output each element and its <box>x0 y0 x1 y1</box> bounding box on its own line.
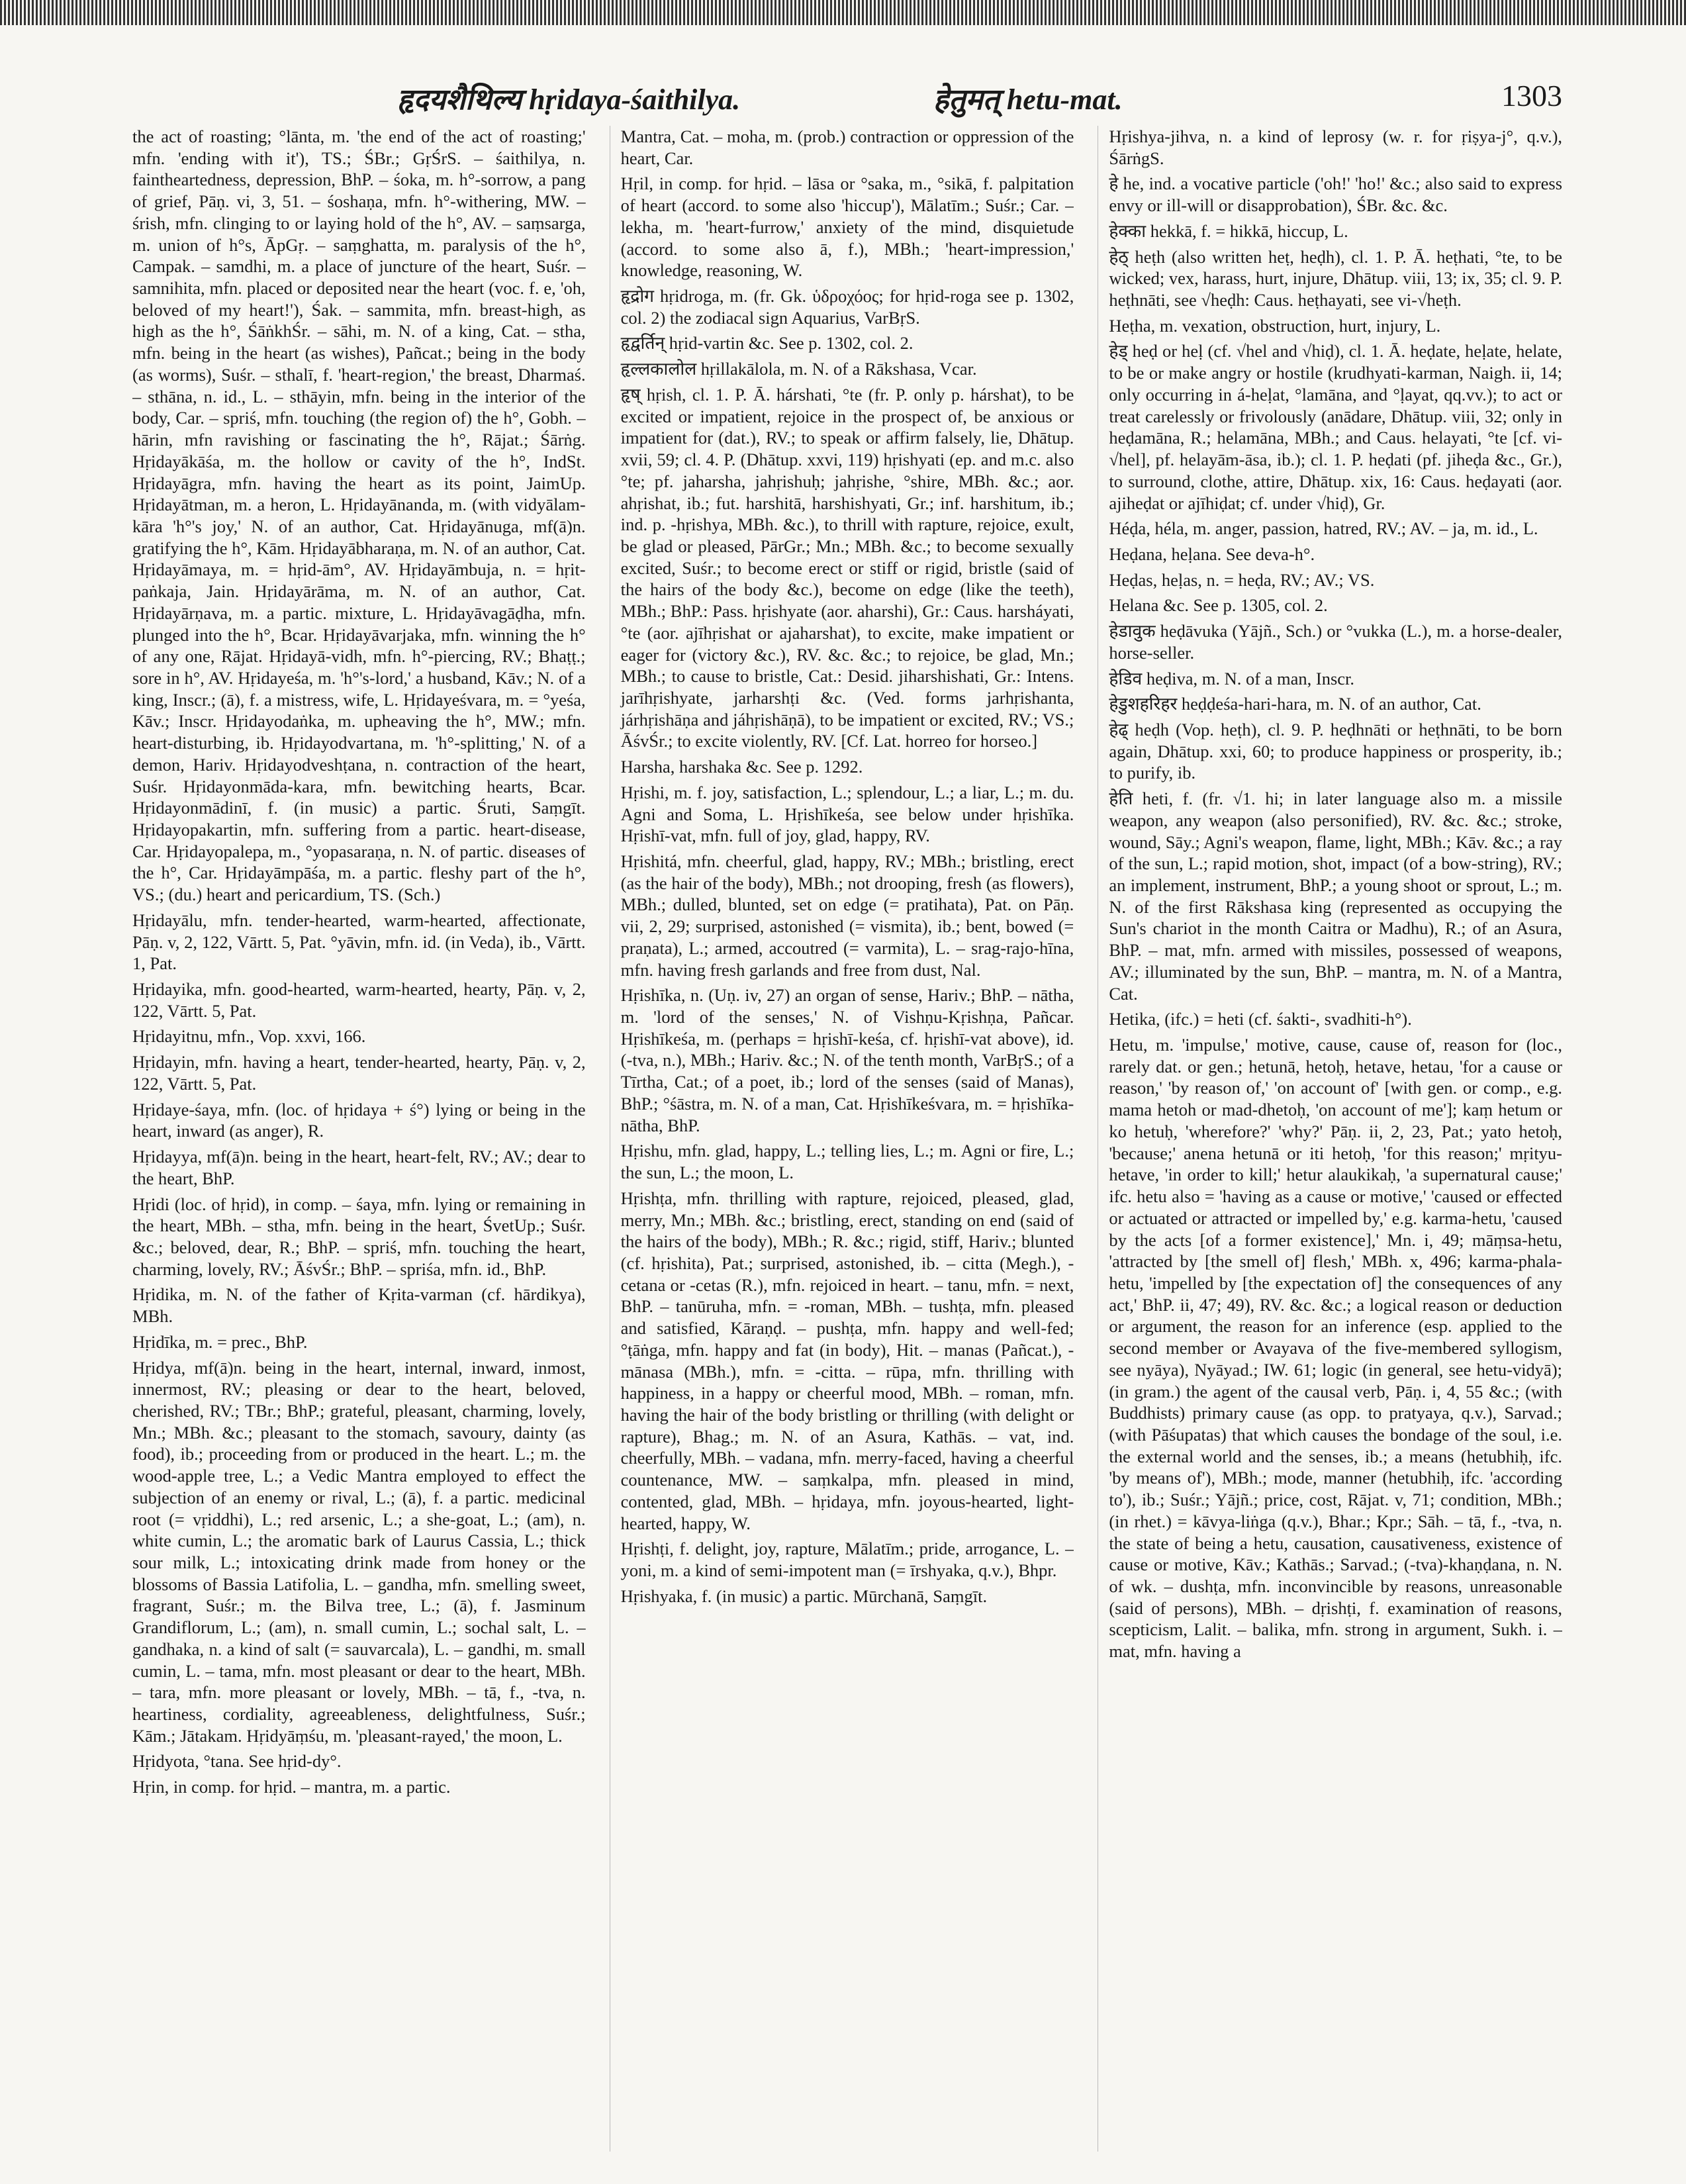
dictionary-entry: Hṛidayālu, mfn. tender-hearted, warm-hearted, affectionate, Pāṇ. v, 2, 122, Vārtt. 5, Pat. °yāvin, mfn. id. (in Veda), ib., Vārtt. 1, Pat. <box>132 910 586 974</box>
dictionary-entry: the act of roasting; °lānta, m. 'the end of the act of roasting;' mfn. 'ending with it'), TS.; ŚBr.; GṛŚrS. – śaithilya, n. faintheartedness, depression, BhP. – śoka, m. h°-sorrow, a pang of grief, Pāṇ. vi, 3, 51. – śoshaṇa, mfn. h°-withering, MW. – śrish, mfn. clinging to or laying hold of the h°, AV. – saṃsarga, m. union of h°s, ĀpGṛ. – saṃghatta, m. paralysis of the h°, Campak. – samdhi, m. a place of juncture of the heart, Suśr. – samnihita, mfn. placed or deposited near the heart (voc. f. e, 'oh, beloved of my heart!'), Śak. – sammita, mfn. breast-high, as high as the h°, ŚāṅkhŚr. – sāhi, m. N. of a king, Cat. – stha, mfn. being in the heart (as wishes), Pañcat.; being in the body (as worms), Suśr. – sthalī, f. 'heart-region,' the breast, Dharmaś. – sthāna, n. id., L. – sthāyin, mfn. being in the interior of the body, Car. – spriś, mfn. touching (the region of) the h°, Gobh. – hārin, mfn ravishing or fascinating the h°, Rājat.; Śārṅg. Hṛidayākāśa, m. the hollow or cavity of the h°, IndSt. Hṛidayāgra, mfn. having the heart as its point, JaimUp. Hṛidayātman, m. a heron, L. Hṛidayānanda, m. (with vidyālam-kāra 'h°'s joy,' N. of an author, Cat. Hṛidayānuga, mf(ā)n. gratifying the h°, Kām. Hṛidayābharaṇa, m. N. of an author, Cat. Hṛidayāmaya, m. = hṛid-ām°, AV. Hṛidayāmbuja, n. = hṛit-paṅkaja, Jain. Hṛidayārāma, m. N. of an author, Cat. Hṛidayārṇava, m. a partic. mixture, L. Hṛidayāvagāḍha, mfn. plunged into the h°, Bcar. Hṛidayāvarjaka, mfn. winning the h° of any one, Rājat. Hṛidayā-vidh, mfn. h°-piercing, RV.; Bhaṭṭ.; sore in h°, AV. Hṛidayeśa, m. 'h°'s-lord,' a husband, Kāv.; N. of a king, Inscr.; (ā), f. a mistress, wife, L. Hṛidayeśvara, m. = °yeśa, Kāv.; Inscr. Hṛidayodaṅka, m. upheaving the h°, MW.; mfn. heart-disturbing, ib. Hṛidayodvartana, m. 'h°-splitting,' N. of a demon, Hariv. Hṛidayodveshṭana, n. contraction of the heart, Suśr. Hṛidayonmāda-kara, mfn. bewitching hearts, Bcar. Hṛidayonmādinī, f. (in music) a partic. Śruti, Saṃgīt. Hṛidayopakartin, mfn. suffering from a partic. heart-disease, Car. Hṛidayopalepa, m., °yopasaraṇa, n. N. of partic. diseases of the h°, Car. Hṛidayāmpāśa, m. a partic. fleshy part of the h°, VS.; (du.) heart and pericardium, TS. (Sch.) <box>132 126 586 905</box>
dictionary-entry: हेडुशहरिहर heḍḍeśa-hari-hara, m. N. of an author, Cat. <box>1109 694 1481 714</box>
dictionary-columns <box>132 126 1562 2152</box>
dictionary-entry: Hṛishṭi, f. delight, joy, rapture, Mālatīm.; pride, arrogance, L. – yoni, m. a kind of semi-impotent man (= īrshyaka, q.v.), Bhpr. <box>620 1539 1074 1580</box>
dictionary-entry: Hṛidayika, mfn. good-hearted, warm-hearted, hearty, Pāṇ. v, 2, 122, Vārtt. 5, Pat. <box>132 979 586 1021</box>
dictionary-entry: Mantra, Cat. – moha, m. (prob.) contraction or oppression of the heart, Car. <box>620 126 1074 168</box>
page-header <box>132 78 1589 118</box>
dictionary-entry: Heḍana, heḷana. See deva-h°. <box>1109 544 1315 564</box>
dictionary-entry: Hṛidayin, mfn. having a heart, tender-hearted, hearty, Pāṇ. v, 2, 122, Vārtt. 5, Pat. <box>132 1052 586 1094</box>
dictionary-entry: Hṛidika, m. N. of the father of Kṛita-varman (cf. hārdikya), MBh. <box>132 1284 586 1327</box>
dictionary-entry: Hṛidaye-śaya, mfn. (loc. of hṛidaya + ś°) lying or being in the heart, inward (as anger), R. <box>132 1099 586 1141</box>
dictionary-entry: Hṛidayitnu, mfn., Vop. xxvi, 166. <box>132 1026 366 1047</box>
dictionary-entry: हृद्वर्तिन् hṛid-vartin &c. See p. 1302, col. 2. <box>620 333 913 354</box>
dictionary-entry: हृल्लकालोल hṛillakālola, m. N. of a Rākshasa, Vcar. <box>620 359 977 379</box>
dictionary-entry: Harsha, harshaka &c. See p. 1292. <box>620 757 863 777</box>
dictionary-entry: हेक्का hekkā, f. = hikkā, hiccup, L. <box>1109 220 1348 241</box>
dictionary-entry: हेडिव heḍiva, m. N. of a man, Inscr. <box>1109 668 1355 688</box>
dictionary-entry: हे he, ind. a vocative particle ('oh!' 'ho!' &c.; also said to express envy or ill-will or disapprobation), ŚBr. &c. &c. <box>1109 173 1563 216</box>
page-number: 1303 <box>1501 79 1562 113</box>
header-left-headword: हृदयशैथिल्य hṛidaya-śaithilya. <box>397 83 741 116</box>
dictionary-entry: Hṛidyota, °tana. See hṛid-dy°. <box>132 1751 342 1772</box>
dictionary-entry: Hetika, (ifc.) = heti (cf. śakti-, svadhiti-h°). <box>1109 1009 1412 1029</box>
column-left <box>132 126 586 2152</box>
column-middle <box>610 126 1074 2152</box>
dictionary-entry: Heṭha, m. vexation, obstruction, hurt, injury, L. <box>1109 315 1441 336</box>
dictionary-entry: Hṛidīka, m. = prec., BhP. <box>132 1331 308 1352</box>
dictionary-entry: हेड् heḍ or heḷ (cf. √hel and √hiḍ), cl. 1. Ā. heḍate, heḷate, helate, to be or make angry or hostile (krudhyati-karman, Naigh. ii, 14; only occurring in á-heḷat, °lamāna, and °ḷayat, qq.vv.); to act or treat carelessly or frivolously (anādare, Dhātup. viii, 32; only in heḍamāna, R.; helamāna, MBh.; and Caus. helayati, °te [cf. vi-√hel], pf. helayām-āsa, ib.); cl. 1. P. heḍati (pf. jiheḍa &c., Gr.), to surround, clothe, attire, Dhātup. xix, 16: Caus. heḍayati (aor. ajiheḍat or ajīhiḍat; cf. under √hiḍ), Gr. <box>1109 341 1563 513</box>
scan-edge-strip <box>0 0 1686 25</box>
dictionary-entry: Hṛishitá, mfn. cheerful, glad, happy, RV.; MBh.; bristling, erect (as the hair of the body), MBh.; not drooping, fresh (as flowers), MBh.; dulled, blunted, set on edge (= pratihata), Pat. on Pāṇ. vii, 2, 29; surprised, astonished (= vismita), ib.; bent, bowed (= praṇata), L.; armed, accoutred (= varmita), L. – srag-rajo-hīna, mfn. having fresh garlands and free from dust, Nal. <box>620 851 1074 980</box>
dictionary-entry: Hetu, m. 'impulse,' motive, cause, cause of, reason for (loc., rarely dat. or gen.; hetunā, hetoḥ, hetave, hetau, 'for a cause or reason,' 'by reason of,' 'on account of' [with gen. or comp., e.g. mama hetoh or mad-dhetoḥ, 'on account of me']; kaṃ hetum or ko hetuḥ, 'wherefore?' 'why?' Pāṇ. ii, 2, 23, Pat.; yato hetoḥ, 'because;' anena hetunā or iti hetoḥ, 'for this reason;' mṛityu-hetave, 'in order to kill;' hetur alaukikaḥ, 'a supernatural cause;' ifc. hetu also = 'having as a cause or motive,' 'caused or effected or actuated or attracted or impelled by,' e.g. karma-hetu, 'caused by the acts [of a former existence],' Mn. i, 49; māṃsa-hetu, 'attracted by [the smell of] flesh,' MBh. x, 496; karma-phala-hetu, 'impelled by [the expectation of] the consequences of any act,' BhP. ii, 47; 49), RV. &c. &c.; a logical reason or deduction or argument, the reason for an inference (esp. applied to the second member or Avayava of the five-membered syllogism, see nyāya), Nyāyad.; IW. 61; logic (in general, see hetu-vidyā); (in gram.) the agent of the causal verb, Pāṇ. i, 4, 55 &c.; (with Buddhists) primary cause (as opp. to pratyaya, q.v.), Sarvad.; (with Pāśupatas) that which causes the bondage of the soul, i.e. the external world and the senses, ib.; a means (hetubhiḥ, ifc. 'by means of'), MBh.; mode, manner (hetubhiḥ, ifc. 'according to'), ib.; Suśr.; Yājñ.; price, cost, Rājat. v, 71; condition, MBh.; (in rhet.) = kāvya-liṅga (q.v.), Bhar.; Kpr.; Sāh. – tā, f., -tva, n. the state of being a hetu, causation, causativeness, existence of cause or motive, Kāv.; Kathās.; Sarvad.; (-tva)-khaṇḍana, n. N. of wk. – dushṭa, mfn. inconvincible by reasons, unreasonable (said of persons), MBh. – dṛishṭi, f. examination of reasons, scepticism, Lalit. – balika, mfn. strong in argument, Sukh. i. – mat, mfn. having a <box>1109 1035 1563 1662</box>
dictionary-entry: हेडावुक heḍāvuka (Yājñ., Sch.) or °vukka (L.), m. a horse-dealer, horse-seller. <box>1109 621 1563 663</box>
dictionary-entry: हेति heti, f. (fr. √1. hi; in later language also m. a missile weapon, any weapon (also personified), RV. &c. &c.; stroke, wound, Sāy.; Agni's weapon, flame, light, MBh.; Kāv. &c.; a ray of the sun, L.; rapid motion, shot, impact (of a bow-string), RV.; an implement, instrument, BhP.; a young shoot or sprout, L.; m. N. of the first Rākshasa king (represented as occupying the Sun's chariot in the month Caitra or Madhu), R.; of an Asura, BhP. – mat, mfn. armed with missiles, possessed of weapons, AV.; illuminated by the sun, BhP. – mantra, m. N. of a Mantra, Cat. <box>1109 788 1563 1004</box>
dictionary-entry: Hṛidayya, mf(ā)n. being in the heart, heart-felt, RV.; AV.; dear to the heart, BhP. <box>132 1147 586 1188</box>
dictionary-entry: Hṛishṭa, mfn. thrilling with rapture, rejoiced, pleased, glad, merry, Mn.; MBh. &c.; bristling, erect, standing on end (said of the hairs of the body), MBh.; R. &c.; rigid, stiff, Hariv.; blunted (cf. hṛishita), Pat.; surprised, astonished, ib. – citta (Megh.), -cetana or -cetas (R.), mfn. rejoiced in heart. – tanu, mfn. = next, BhP. – tanūruha, mfn. = -roman, MBh. – tushṭa, mfn. pleased and satisfied, Kāraṇḍ. – pushṭa, mfn. happy and well-fed; °ṭāṅga, mfn. happy and fat (in body), Hit. – manas (Pañcat.), -mānasa (MBh.), mfn. = -citta. – rūpa, mfn. thrilling with happiness, in a happy or cheerful mood, MBh. – roman, mfn. having the hair of the body bristling or thrilling (with delight or rapture), Bhag.; m. N. of an Asura, Kathās. – vat, ind. cheerfully, MBh. – vadana, mfn. merry-faced, having a cheerful countenance, MW. – saṃkalpa, mfn. pleased in mind, contented, glad, MBh. – hṛidaya, mfn. joyous-hearted, light-hearted, happy, W. <box>620 1188 1074 1533</box>
dictionary-entry: Hṛishya-jihva, n. a kind of leprosy (w. r. for ṛiṣya-j°, q.v.), ŚārṅgS. <box>1109 126 1563 168</box>
dictionary-entry: हृष् hṛish, cl. 1. P. Ā. hárshati, °te (fr. P. only p. hárshat), to be excited or impatient, rejoice in the prospect of, be anxious or impatient for (dat.), RV.; to speak or affirm falsely, lie, Dhātup. xvii, 59; cl. 4. P. (Dhātup. xxvi, 119) hṛishyati (ep. and m.c. also °te; pf. jaharsha, jahṛishuḥ; jahṛishe, °shire, MBh. &c.; aor. ahṛishat, ib.; fut. harshitā, harshishyati, Gr.; inf. harshitum, ib.; ind. p. -hṛishya, MBh. &c.), to thrill with rapture, rejoice, exult, be glad or pleased, PārGr.; Mn.; MBh. &c.; to become sexually excited, Suśr.; to become erect or stiff or rigid, bristle (said of the hairs of the body &c.), become on edge (like the teeth), MBh.; BhP.: Pass. hṛishyate (aor. aharshi), Gr.: Caus. harsháyati, °te (aor. ajīhṛishat or ajaharshat), to excite, make impatient or eager for (victory &c.), RV. &c. &c.; to rejoice, be glad, Mn.; MBh.; to cause to bristle, Cat.: Desid. jiharshishati, Gr.: Intens. jarīhṛishyate, jarharshṭi &c. (Ved. forms jarhṛishanta, járhṛishāṇa and jáhṛishāṇā), to be impatient or excited, RV.; VS.; ĀśvŚr.; to excite violently, RV. [Cf. Lat. horreo for horseo.] <box>620 384 1074 751</box>
dictionary-entry: Heḍas, heḷas, n. = heḍa, RV.; AV.; VS. <box>1109 569 1375 590</box>
dictionary-entry: Helana &c. See p. 1305, col. 2. <box>1109 595 1328 616</box>
dictionary-entry: Hṛishu, mfn. glad, happy, L.; telling lies, L.; m. Agni or fire, L.; the sun, L.; the moon, L. <box>620 1141 1074 1183</box>
dictionary-entry: Hṛidi (loc. of hṛid), in comp. – śaya, mfn. lying or remaining in the heart, MBh. – stha, mfn. being in the heart, ŚvetUp.; Suśr. &c.; beloved, dear, R.; BhP. – spriś, mfn. touching the heart, charming, lovely, RV.; ĀśvŚr.; BhP. – spriśa, mfn. id., BhP. <box>132 1194 586 1279</box>
dictionary-entry: Héḍa, héla, m. anger, passion, hatred, RV.; AV. – ja, m. id., L. <box>1109 518 1538 539</box>
dictionary-entry: हेढ् heḍh (Vop. heṭh), cl. 9. P. heḍhnāti or heṭhnāti, to be born again, Dhātup. xxi, 60; to produce happiness or prosperity, ib.; to purify, ib. <box>1109 719 1563 783</box>
dictionary-entry: Hṛishīka, n. (Uṇ. iv, 27) an organ of sense, Hariv.; BhP. – nātha, m. 'lord of the senses,' N. of Vishṇu-Kṛishṇa, Pañcar. Hṛishīkeśa, m. (perhaps = hṛishī-keśa, cf. hṛishī-vat above), id. (-tva, n.), MBh.; Hariv. &c.; N. of the tenth month, VarBṛS.; of a Tīrtha, Cat.; of a poet, ib.; lord of the senses (said of Manas), BhP.; °śāstra, m. N. of a man, Cat. Hṛishīkeśvara, m. = hṛishīka-nātha, BhP. <box>620 985 1074 1135</box>
dictionary-entry: Hṛin, in comp. for hṛid. – mantra, m. a partic. <box>132 1777 451 1797</box>
dictionary-entry: हेठ् heṭh (also written heṭ, heḍh), cl. 1. P. Ā. heṭhati, °te, to be wicked; vex, harass, hurt, injure, Dhātup. viii, 13; ix, 35; cl. 9. P. heṭhnāti, see √heḍh: Caus. heṭhayati, see vi-√heṭh. <box>1109 246 1563 310</box>
dictionary-entry: Hṛishyaka, f. (in music) a partic. Mūrchanā, Saṃgīt. <box>620 1586 988 1606</box>
header-right-headword: हेतुमत् hetu-mat. <box>933 83 1123 116</box>
dictionary-entry: Hṛidya, mf(ā)n. being in the heart, internal, inward, inmost, innermost, RV.; pleasing or dear to the heart, beloved, cherished, RV.; TBr.; BhP.; grateful, pleasant, charming, lovely, Mn.; MBh. &c.; pleasant to the stomach, savoury, dainty (as food), ib.; proceeding from or produced in the heart. L.; m. the wood-apple tree, L.; a Vedic Mantra employed to effect the subjection of an enemy or rival, L.; (ā), f. a partic. medicinal root (= vṛiddhi), L.; red arsenic, L.; a she-goat, L.; (am), n. white cumin, L.; the aromatic bark of Laurus Cassia, L.; thick sour milk, L.; intoxicating drink made from honey or the blossoms of Bassia Latifolia, L. – gandha, mfn. smelling sweet, fragrant, Suśr.; m. the Bilva tree, L.; (ā), f. Jasminum Grandiflorum, L.; (am), n. small cumin, L.; sochal salt, L. – gandhaka, n. a kind of salt (= sauvarcala), L. – gandhi, m. small cumin, L. – tama, mfn. most pleasant or dear to the heart, MBh. – tara, mfn. more pleasant or lovely, MBh. – tā, f., -tva, n. heartiness, cordiality, agreeableness, delightfulness, Suśr.; Kām.; Jātakam. Hṛidyāṃśu, m. 'pleasant-rayed,' the moon, L. <box>132 1357 586 1746</box>
dictionary-entry: Hṛil, in comp. for hṛid. – lāsa or °saka, m., °sikā, f. palpitation of heart (accord. to some also 'hiccup'), Mālatīm.; Suśr.; Car. – lekha, m. 'heart-furrow,' anxiety of the mind, disquietude (accord. to some also ā, f.), MBh.; 'heart-impression,' knowledge, reasoning, W. <box>620 173 1074 281</box>
dictionary-entry: Hṛishi, m. f. joy, satisfaction, L.; splendour, L.; a liar, L.; m. du. Agni and Soma, L. Hṛishīkeśa, see below under hṛishīka. Hṛishī-vat, mfn. full of joy, glad, happy, RV. <box>620 782 1074 846</box>
dictionary-entry: हृद्रोग hṛidroga, m. (fr. Gk. ὑδροχόος; for hṛid-roga see p. 1302, col. 2) the zodiacal sign Aquarius, VarBṛS. <box>620 286 1074 328</box>
column-right <box>1098 126 1562 2152</box>
